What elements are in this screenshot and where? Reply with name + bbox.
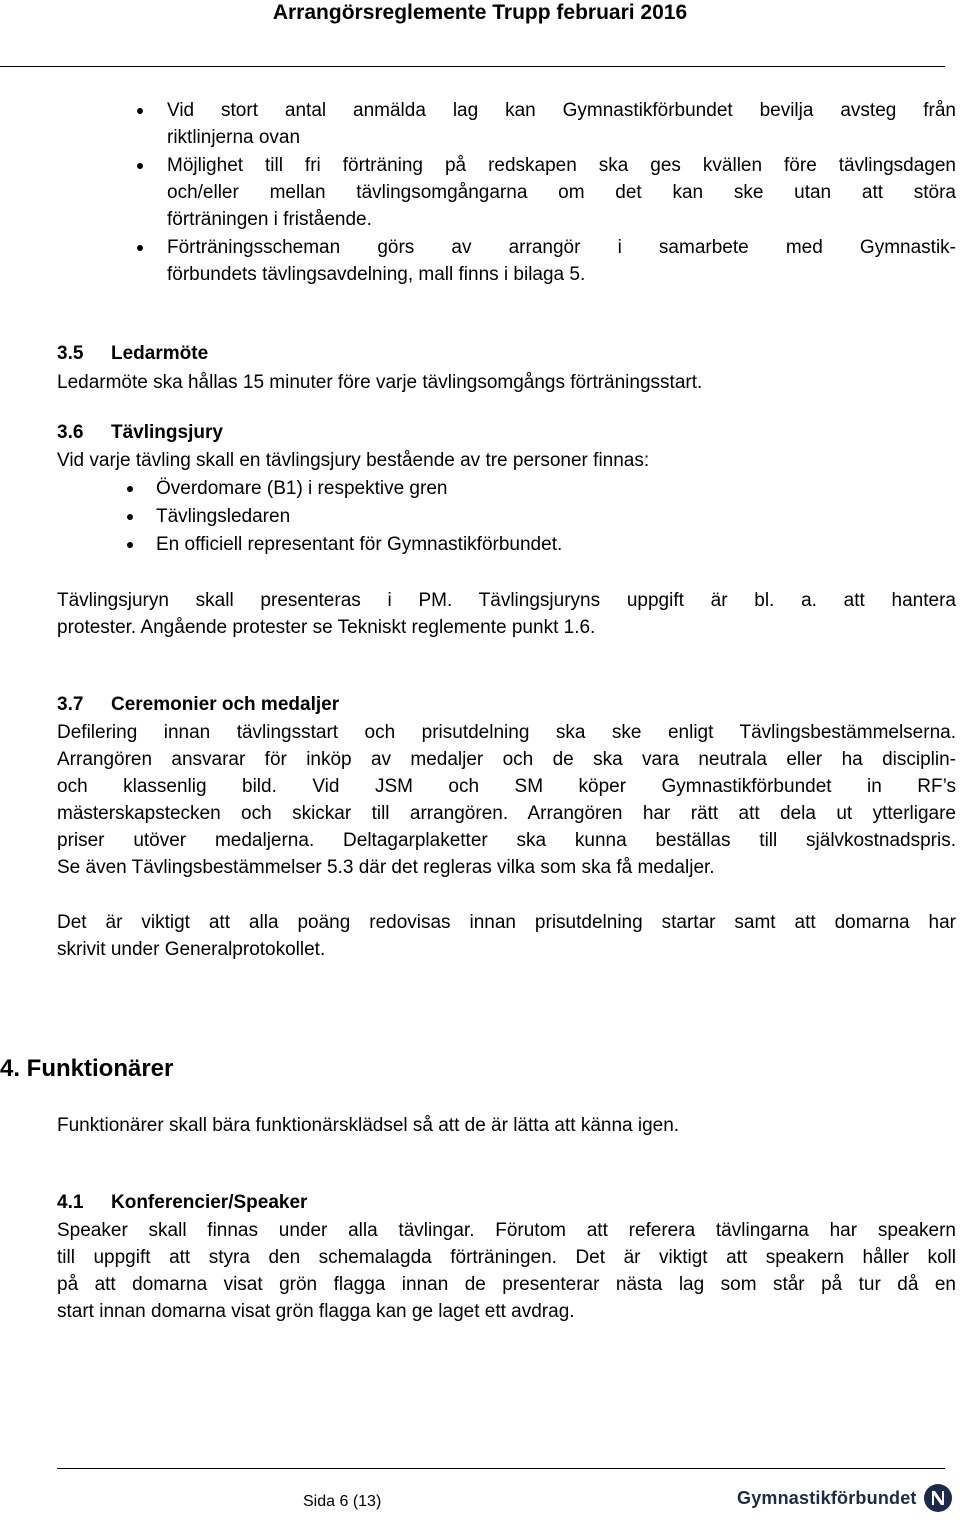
chapter-4-text: Funktionärer skall bära funktionärsklädsel så att de är lätta att känna igen. (57, 1115, 680, 1136)
section-title: Tävlingsjury (111, 422, 223, 443)
list-item-line: Vid stort antal anmälda lag kan Gymnastikförbundet bevilja avsteg från (167, 100, 956, 121)
bullet-icon (127, 486, 133, 492)
chapter-heading-4: 4. Funktionärer (0, 1055, 174, 1082)
section-title: Ceremonier och medaljer (111, 694, 340, 715)
list-item: Tävlingsledaren (156, 506, 291, 527)
list-item-line: Möjlighet till fri förträning på redskapen ska ges kvällen före tävlingsdagen (167, 155, 956, 176)
list-item: Överdomare (B1) i respektive gren (156, 478, 448, 499)
gymnastikforbundet-logo-icon (923, 1483, 953, 1513)
section-title: Ledarmöte (111, 343, 209, 364)
section-3-6-intro: Vid varje tävling skall en tävlingsjury bestående av tre personer finnas: (57, 450, 650, 471)
list-item-line: förträningen i fristående. (167, 209, 372, 230)
footer-logo (737, 1483, 953, 1513)
paragraph-line: protester. Angående protester se Tekniskt reglemente punkt 1.6. (57, 617, 596, 638)
section-heading-3-7 (57, 692, 339, 718)
list-item: En officiell representant för Gymnastikförbundet. (156, 534, 563, 555)
list-item-line: och/eller mellan tävlingsomgångarna om det kan ske utan att störa (167, 182, 956, 203)
paragraph-line: till uppgift att styra den schemalagda förträningen. Det är viktigt att speakern håller koll (57, 1247, 956, 1268)
section-number: 3.6 (57, 422, 84, 443)
paragraph-line: Defilering innan tävlingsstart och prisutdelning ska ske enligt Tävlingsbestämmelserna. (57, 722, 956, 743)
section-heading-3-6 (57, 420, 223, 446)
section-heading-3-5 (57, 341, 208, 367)
section-number: 3.5 (57, 343, 84, 364)
list-item-line: förbundets tävlingsavdelning, mall finns i bilaga 5. (167, 264, 586, 285)
paragraph-line: Arrangören ansvarar för inköp av medaljer och de ska vara neutrala eller ha disciplin- (57, 749, 956, 770)
page-header-title: Arrangörsreglemente Trupp februari 2016 (272, 1, 688, 24)
list-item-line: Förträningsscheman görs av arrangör i samarbete med Gymnastik- (167, 237, 956, 258)
footer-rule (57, 1468, 945, 1469)
paragraph-line: mästerskapstecken och skickar till arrangören. Arrangören har rätt att dela ut ytterligare (57, 803, 956, 824)
paragraph-line: på att domarna visat grön flagga innan de presenterar nästa lag som står på tur då en (57, 1274, 956, 1295)
paragraph-line: Det är viktigt att alla poäng redovisas innan prisutdelning startar samt att domarna har (57, 912, 956, 933)
paragraph-line: och klassenlig bild. Vid JSM och SM köper Gymnastikförbundet in RF’s (57, 776, 956, 797)
paragraph-line: Se även Tävlingsbestämmelser 5.3 där det regleras vilka som ska få medaljer. (57, 857, 715, 878)
header-rule (0, 66, 945, 67)
paragraph-line: start innan domarna visat grön flagga kan ge laget ett avdrag. (57, 1301, 575, 1322)
bullet-icon (137, 108, 143, 114)
bullet-icon (127, 542, 133, 548)
paragraph-line: priser utöver medaljerna. Deltagarplaketter ska kunna beställas till självkostnadspris. (57, 830, 956, 851)
section-3-5-text: Ledarmöte ska hållas 15 minuter före varje tävlingsomgångs förträningsstart. (57, 372, 703, 393)
paragraph-line: Tävlingsjuryn skall presenteras i PM. Tävlingsjuryns uppgift är bl. a. att hantera (57, 590, 956, 611)
section-number: 3.7 (57, 694, 84, 715)
bullet-icon (137, 163, 143, 169)
section-number: 4.1 (57, 1192, 84, 1213)
page-number: Sida 6 (13) (303, 1493, 382, 1510)
section-title: Konferencier/Speaker (111, 1192, 308, 1213)
logo-text: Gymnastikförbundet (737, 1487, 917, 1508)
paragraph-line: Speaker skall finnas under alla tävlingar. Förutom att referera tävlingarna har speakern (57, 1220, 956, 1241)
bullet-icon (137, 245, 143, 251)
section-heading-4-1 (57, 1190, 307, 1216)
list-item-line: riktlinjerna ovan (167, 127, 301, 148)
paragraph-line: skrivit under Generalprotokollet. (57, 939, 326, 960)
bullet-icon (127, 514, 133, 520)
